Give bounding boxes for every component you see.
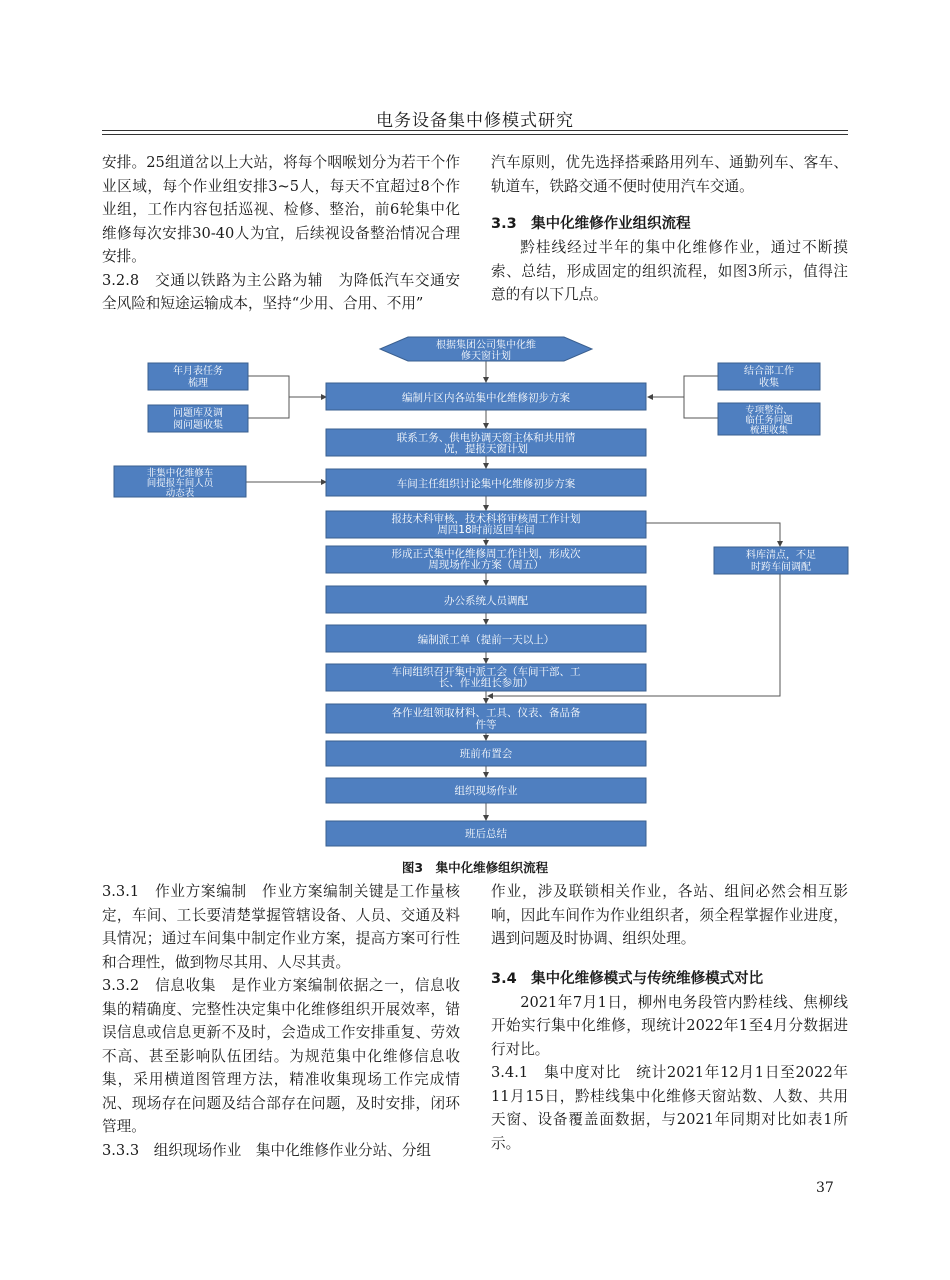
paragraph: 3.3.2 信息收集 是作业方案编制依据之一，信息收集的精确度、完整性决定集中化维修组织开展效率，错误信息或信息更新不及时，会造成工作安排重复、劳效不高、甚至影响队伍团结。为规范集中化维修信息收集，采用横道图管理方法，精准收集现场工作完成情况、现场存在问题及结合部存在问题，及时安排，闭环管理。 [102,977,460,1135]
svg-text:件等: 件等 [475,719,497,731]
svg-text:阅问题收集: 阅问题收集 [173,420,223,431]
svg-text:报技术科审核，技术科将审核周工作计划: 报技术科审核，技术科将审核周工作计划 [391,513,581,525]
svg-text:车间主任组织讨论集中化维修初步方案: 车间主任组织讨论集中化维修初步方案 [396,478,576,490]
svg-text:临任务问题: 临任务问题 [745,415,793,426]
svg-text:形成正式集中化维修周工作计划，形成次: 形成正式集中化维修周工作计划，形成次 [391,548,581,560]
svg-text:车间组织召开集中派工会（车间干部、工: 车间组织召开集中派工会（车间干部、工 [391,666,581,678]
svg-text:编制派工单（提前一天以上）: 编制派工单（提前一天以上） [417,634,555,646]
svg-text:周四18时前返回车间: 周四18时前返回车间 [437,524,535,536]
svg-text:结合部工作: 结合部工作 [744,366,794,377]
flow-step [326,625,646,652]
svg-text:动态表: 动态表 [165,488,195,499]
flow-side-box [148,363,248,390]
flow-step [326,821,646,846]
paragraph: 3.3.3 组织现场作业 集中化维修作业分站、分组 [102,1141,432,1159]
flow-step [326,778,646,803]
flow-start-node [380,337,592,362]
flow-step [326,741,646,766]
svg-text:收集: 收集 [759,378,779,389]
paragraph: 3.4.1 集中度对比 统计2021年12月1日至2022年11月15日，黔桂线集中化维修天窗站数、人数、共用天窗、设备覆盖面数据，与2021年同期对比如表1所示。 [491,1064,848,1152]
svg-text:联系工务、供电协调天窗主体和共用情: 联系工务、供电协调天窗主体和共用情 [396,432,576,444]
flow-step [326,546,646,573]
section-heading: 3.3 集中化维修作业组织流程 [491,216,691,232]
svg-text:非集中化维修车: 非集中化维修车 [146,468,214,479]
svg-text:根据集团公司集中化维: 根据集团公司集中化维 [436,340,536,351]
svg-text:专项整治、: 专项整治、 [745,405,793,416]
flow-step [326,664,646,691]
svg-text:年月表任务: 年月表任务 [173,366,223,377]
svg-text:编制片区内各站集中化维修初步方案: 编制片区内各站集中化维修初步方案 [402,392,570,404]
flow-side-box [148,405,248,432]
right-column-bottom [491,880,848,1155]
flow-step [326,469,646,496]
flow-step [326,704,646,733]
flow-step [326,511,646,538]
svg-text:周现场作业方案（周五）: 周现场作业方案（周五） [428,559,544,571]
running-header: 电务设备集中修模式研究 [376,111,574,131]
flow-side-box [114,466,246,499]
svg-text:组织现场作业: 组织现场作业 [454,785,518,797]
flow-step [326,586,646,613]
svg-text:班前布置会: 班前布置会 [459,748,513,760]
paragraph: 安排。25组道岔以上大站，将每个咽喉划分为若干个作业区域，每个作业组安排3~5人，每天不宜超过8个作业组，工作内容包括巡视、检修、整治，前6轮集中化维修每次安排30-40人为宜，后续视设备整治情况合理安排。 [102,154,460,265]
page-number: 37 [816,1180,834,1196]
svg-text:间提报车间人员: 间提报车间人员 [146,478,214,489]
flow-side-box [718,403,820,436]
flow-step [326,383,646,410]
left-column-bottom [102,880,460,1162]
paragraph: 作业，涉及联锁相关作业，各站、组间必然会相互影响，因此车间作为作业组织者，须全程掌握作业进度，遇到问题及时协调、组织处理。 [491,883,848,947]
svg-text:况，提报天窗计划: 况，提报天窗计划 [444,443,528,455]
svg-text:料库清点，不足: 料库清点，不足 [746,550,816,561]
svg-text:办公系统人员调配: 办公系统人员调配 [444,595,528,607]
flow-side-box [718,363,820,390]
svg-text:长、作业组长参加）: 长、作业组长参加） [438,677,534,689]
paragraph: 3.2.8 交通以铁路为主公路为辅 为降低汽车交通安全风险和短途运输成本，坚持“少用、合用、不用” [102,271,460,312]
svg-text:梳理收集: 梳理收集 [749,425,789,436]
paragraph: 3.3.1 作业方案编制 作业方案编制关键是工作量核定，车间、工长要清楚掌握管辖设备、人员、交通及料具情况；通过车间集中制定作业方案，提高方案可行性和合理性，做到物尽其用、人尽其责。 [102,883,460,971]
svg-text:梳理: 梳理 [188,378,208,389]
section-heading: 3.4 集中化维修模式与传统维修模式对比 [491,970,764,987]
paragraph: 汽车原则，优先选择搭乘路用列车、通勤列车、客车、轨道车，铁路交通不便时使用汽车交通。 [491,154,848,195]
paragraph: 2021年7月1日，柳州电务段管内黔桂线、焦柳线开始实行集中化维修，现统计2022年1至4月分数据进行对比。 [491,993,848,1058]
figure-caption: 图3 集中化维修组织流程 [401,860,549,875]
svg-text:修天窗计划: 修天窗计划 [461,351,511,362]
flow-side-box [714,547,848,574]
paragraph: 黔桂线经过半年的集中化维修作业，通过不断摸索、总结，形成固定的组织流程，如图3所示，值得注意的有以下几点。 [491,239,848,303]
flow-step [326,429,646,456]
svg-text:问题库及调: 问题库及调 [173,408,223,419]
svg-text:时跨车间调配: 时跨车间调配 [751,562,811,573]
svg-text:班后总结: 班后总结 [465,828,507,840]
svg-text:各作业组领取材料、工具、仪表、备品备: 各作业组领取材料、工具、仪表、备品备 [391,707,581,719]
